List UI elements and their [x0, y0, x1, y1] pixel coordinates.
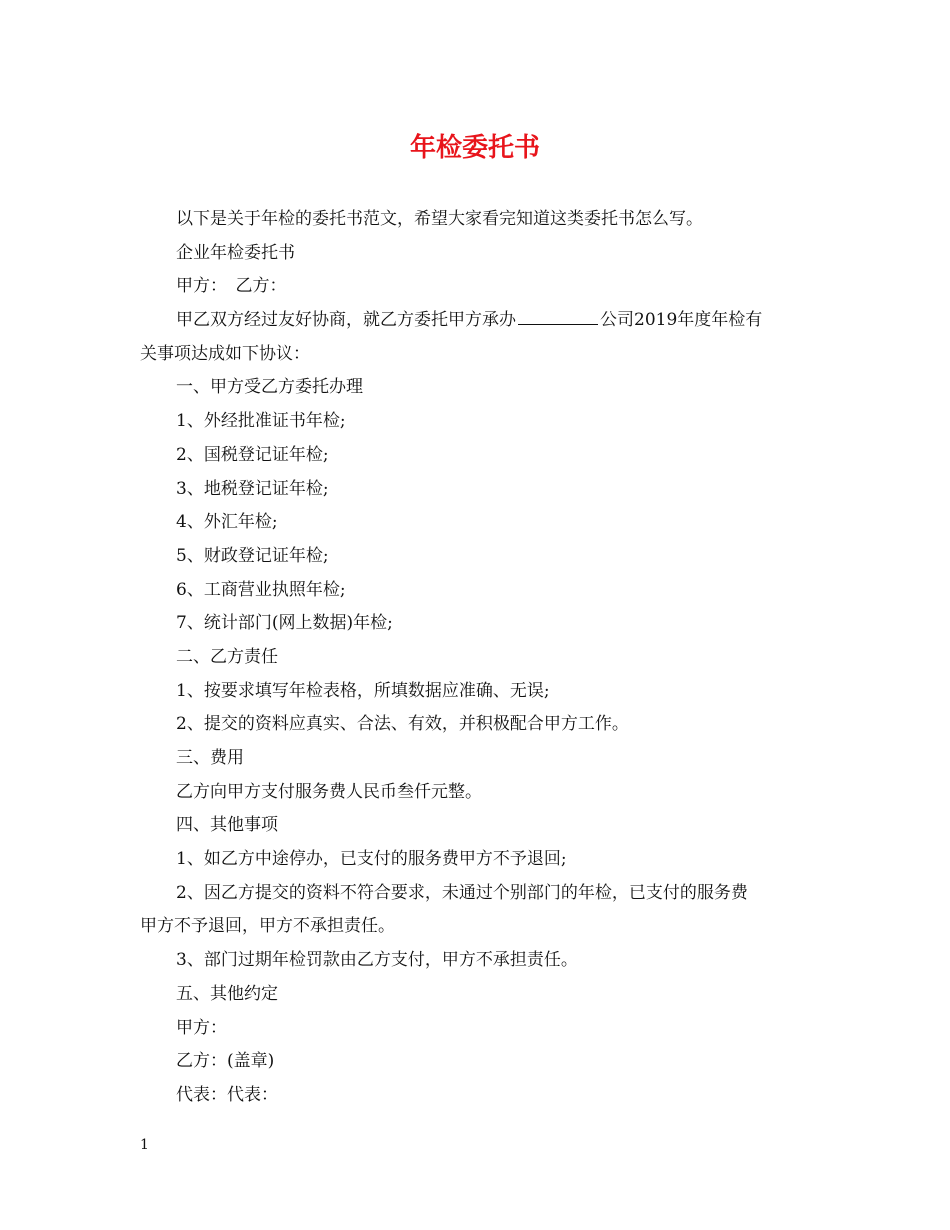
signature-party-b: 乙方：(盖章)	[176, 1051, 275, 1072]
intro-paragraph: 以下是关于年检的委托书范文，希望大家看完知道这类委托书怎么写。	[176, 209, 703, 229]
signature-representatives: 代表：代表：	[176, 1084, 278, 1105]
fee-paragraph: 乙方向甲方支付服务费人民币叁仟元整。	[176, 781, 482, 802]
list-item: 3、地税登记证年检;	[176, 478, 329, 499]
section-heading-2: 二、乙方责任	[176, 646, 278, 667]
document-title: 年检委托书	[409, 133, 540, 163]
list-item: 2、因乙方提交的资料不符合要求，未通过个别部门的年检，已支付的服务费	[176, 882, 748, 903]
agreement-text-after-blank: 公司2019年度年检有	[600, 310, 763, 331]
signature-party-a: 甲方：	[176, 1017, 227, 1038]
list-item: 2、国税登记证年检;	[176, 444, 329, 465]
agreement-line-2: 关事项达成如下协议：	[140, 343, 310, 364]
list-item: 7、统计部门(网上数据)年检;	[176, 613, 393, 634]
page-number: 1	[140, 1137, 149, 1153]
list-item: 1、如乙方中途停办，已支付的服务费甲方不予退回;	[176, 849, 567, 870]
list-item: 2、提交的资料应真实、合法、有效，并积极配合甲方工作。	[176, 714, 629, 735]
list-item: 3、部门过期年检罚款由乙方支付，甲方不承担责任。	[176, 950, 578, 971]
agreement-text-before-blank: 甲乙双方经过友好协商，就乙方委托甲方承办	[176, 310, 516, 331]
list-item: 1、按要求填写年检表格，所填数据应准确、无误;	[176, 680, 550, 701]
list-item: 1、外经批准证书年检;	[176, 411, 346, 432]
section-heading-1: 一、甲方受乙方委托办理	[176, 377, 363, 398]
list-item-continuation: 甲方不予退回，甲方不承担责任。	[140, 916, 395, 937]
list-item: 5、财政登记证年检;	[176, 545, 329, 566]
document-body	[140, 203, 810, 1113]
subtitle-line: 企业年检委托书	[176, 242, 295, 263]
agreement-line-1	[140, 304, 810, 338]
company-name-blank	[518, 306, 598, 325]
section-heading-3: 三、费用	[176, 748, 244, 768]
list-item: 6、工商营业执照年检;	[176, 579, 346, 600]
list-item: 4、外汇年检;	[176, 512, 278, 533]
section-heading-5: 五、其他约定	[176, 983, 278, 1004]
section-heading-4: 四、其他事项	[176, 815, 278, 836]
parties-line: 甲方： 乙方：	[176, 276, 287, 297]
